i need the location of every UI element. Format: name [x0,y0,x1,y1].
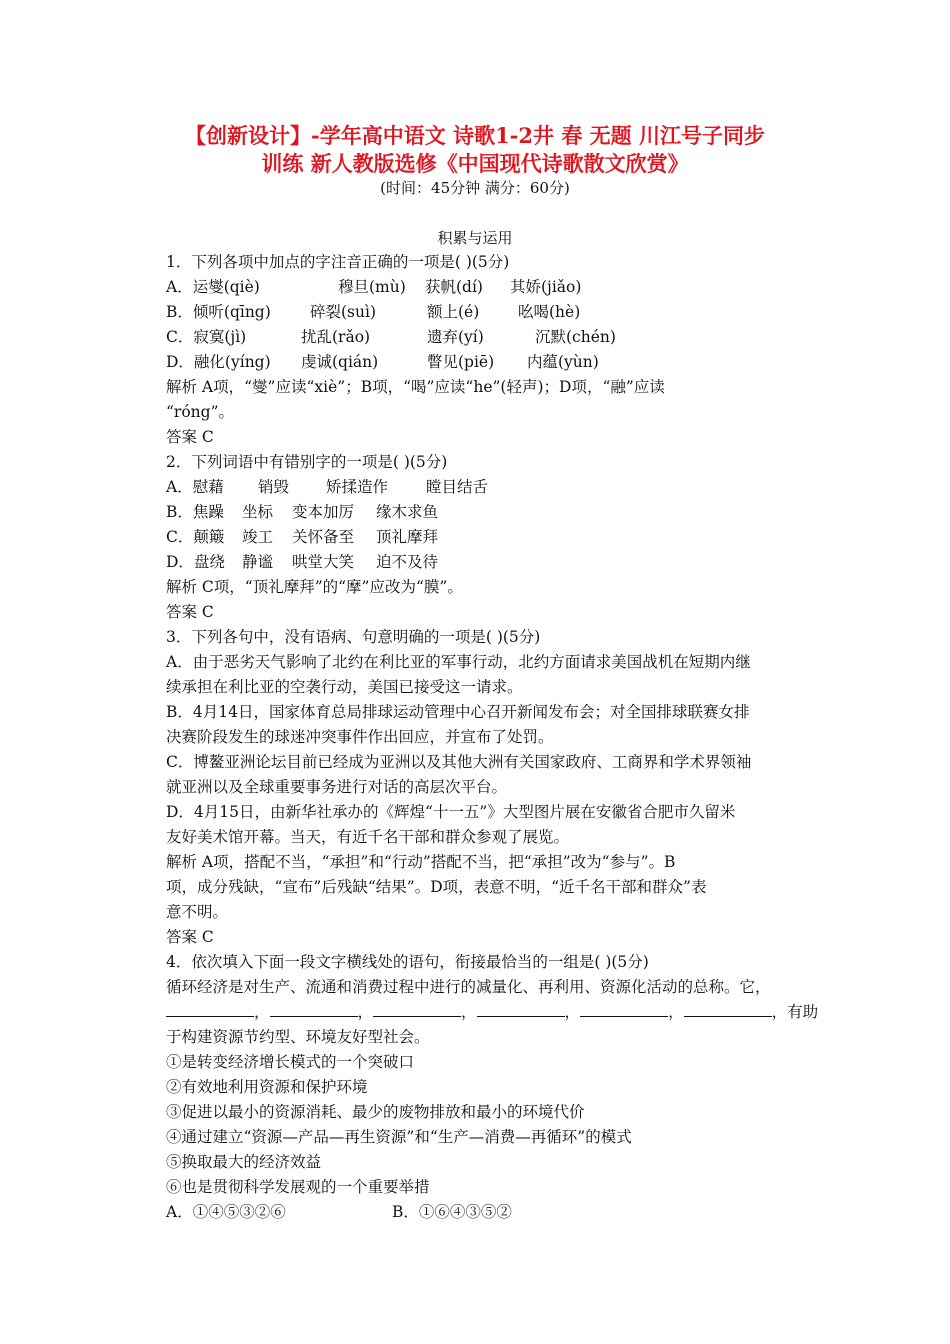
q3-answer: 答案 C [166,928,214,946]
q4-item: ③促进以最小的资源消耗、最少的废物排放和最小的环境代价 [166,1103,585,1121]
fill-blank[interactable] [477,1002,565,1017]
fill-blank[interactable] [373,1002,461,1017]
q2-option-d-1: D．盘绕 [166,553,225,571]
q3-line: 续承担在利比亚的空袭行动，美国已接受这一请求。 [166,678,523,696]
q4-item: ④通过建立“资源—产品—再生资源”和“生产—消费—再循环”的模式 [166,1128,632,1146]
q1-stem: 1．下列各项中加点的字注音正确的一项是( )(5分) [166,253,510,271]
q1-option-c-2: 扰乱(rǎo) [301,328,371,346]
q2-option-b-4: 缘木求鱼 [376,503,439,521]
q4-paragraph-line-3: 于构建资源节约型、环境友好型社会。 [166,1028,430,1046]
q1-option-c-1: C．寂寞(jì) [166,328,247,346]
q1-answer: 答案 C [166,428,214,446]
q3-line: D．4月15日，由新华社承办的《辉煌“十一五”》大型图片展在安徽省合肥市久留米 [166,803,736,821]
q1-option-b-4: 吆喝(hè) [518,303,581,321]
doc-title-line-2: 训练 新人教版选修《中国现代诗歌散文欣赏》 [261,151,689,176]
q2-option-c-3: 关怀备至 [292,528,355,546]
q3-line: 就亚洲以及全球重要事务进行对话的高层次平台。 [166,778,508,796]
q2-option-d-2: 静谧 [242,553,274,571]
q2-option-a-2: 销毁 [258,478,290,496]
q4-blanks-line: ， ， ， ， ， ，有助 [166,1002,816,1022]
doc-meta: (时间：45分钟 满分：60分) [380,179,570,197]
q2-option-b-1: B．焦躁 [166,503,224,521]
q1-option-b-2: 碎裂(suì) [310,303,376,321]
q2-option-a-1: A．慰藉 [166,478,224,496]
q2-option-c-1: C．颠簸 [166,528,225,546]
q1-option-d-2: 虔诚(qián) [301,353,379,371]
q1-option-d-1: D．融化(yíng) [166,353,271,371]
q2-option-d-3: 哄堂大笑 [292,553,355,571]
q2-option-b-3: 变本加厉 [292,503,355,521]
q3-analysis-line: 解析 A项，搭配不当，“承担”和“行动”搭配不当，把“承担”改为“参与”。B [166,853,676,871]
q4-paragraph-line-1: 循环经济是对生产、流通和消费过程中进行的减量化、再利用、资源化活动的总称。它， [166,978,771,996]
q4-item: ⑥也是贯彻科学发展观的一个重要举措 [166,1178,430,1196]
q3-analysis-line: 项，成分残缺，“宣布”后残缺“结果”。D项，表意不明，“近千名干部和群众”表 [166,878,707,896]
q3-line: C．博鳌亚洲论坛目前已经成为亚洲以及其他大洲有关国家政府、工商界和学术界领袖 [166,753,752,771]
q1-option-b-1: B．倾听(qīng) [166,303,271,321]
doc-title-line-1: 【创新设计】-学年高中语文 诗歌1-2井 春 无题 川江号子同步 [185,123,765,148]
q2-option-c-4: 顶礼摩拜 [376,528,439,546]
fill-blank[interactable] [684,1002,772,1017]
q1-option-a-3: 获帆(dí) [425,278,483,296]
q1-option-a-1: A．运燮(qiè) [166,278,260,296]
q4-item: ②有效地利用资源和保护环境 [166,1078,368,1096]
q1-option-a-4: 其娇(jiǎo) [510,278,582,296]
q2-option-d-4: 迫不及待 [376,553,439,571]
q2-answer: 答案 C [166,603,214,621]
fill-blank[interactable] [166,1002,254,1017]
q3-line: A．由于恶劣天气影响了北约在利比亚的军事行动，北约方面请求美国战机在短期内继 [166,653,751,671]
q3-stem: 3．下列各句中，没有语病、句意明确的一项是( )(5分) [166,628,541,646]
q1-option-c-4: 沉默(chén) [535,328,616,346]
q3-analysis-line: 意不明。 [166,903,229,921]
q4-item: ①是转变经济增长模式的一个突破口 [166,1053,415,1071]
q2-option-a-4: 瞠目结舌 [426,478,489,496]
q1-option-c-3: 遗弃(yí) [427,328,484,346]
q3-line: B．4月14日，国家体育总局排球运动管理中心召开新闻发布会；对全国排球联赛女排 [166,703,750,721]
q1-option-d-3: 瞥见(piē) [427,353,495,371]
q1-analysis-line-2: “róng”。 [166,403,234,421]
fill-blank[interactable] [270,1002,358,1017]
q2-stem: 2．下列词语中有错别字的一项是( )(5分) [166,453,448,471]
q4-stem: 4．依次填入下面一段文字横线处的语句，衔接最恰当的一组是( )(5分) [166,953,649,971]
q3-line: 决赛阶段发生的球迷冲突事件作出回应，并宣布了处罚。 [166,728,554,746]
q4-choice-b: B．①⑥④③⑤② [392,1203,512,1221]
q1-option-d-4: 内蕴(yùn) [527,353,599,371]
q2-option-b-2: 坐标 [242,503,274,521]
section-title: 积累与运用 [437,229,513,247]
q3-line: 友好美术馆开幕。当天，有近千名干部和群众参观了展览。 [166,828,570,846]
q1-option-a-2: 穆旦(mù) [338,278,406,296]
q1-option-b-3: 额上(é) [427,303,480,321]
q2-analysis: 解析 C项，“顶礼摩拜”的“摩”应改为“膜”。 [166,578,463,596]
q2-option-c-2: 竣工 [242,528,274,546]
q1-analysis-line-1: 解析 A项，“燮”应读“xiè”；B项，“喝”应读“he”(轻声)；D项，“融”应读 [166,378,665,396]
q4-choice-a: A．①④⑤③②⑥ [166,1203,286,1221]
fill-blank[interactable] [580,1002,668,1017]
q2-option-a-3: 矫揉造作 [326,478,389,496]
q4-item: ⑤换取最大的经济效益 [166,1153,322,1171]
